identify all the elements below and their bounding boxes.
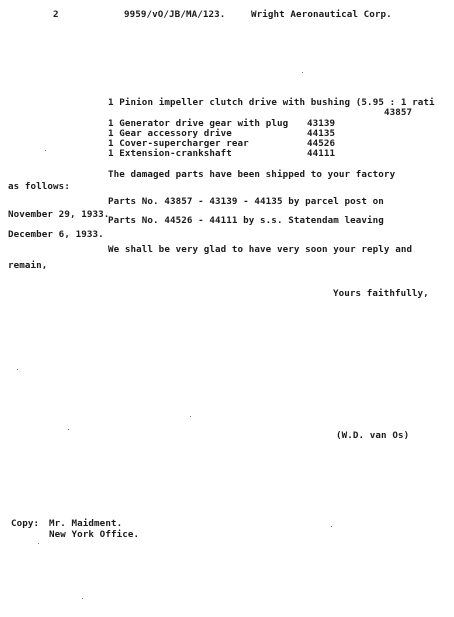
part-description: Extension-crankshaft [119,148,232,159]
parts-list-item [108,148,232,159]
part-number: 44526 [307,138,336,149]
scan-speck [302,72,303,73]
part-number: 43857 [384,107,413,118]
body-text: Parts No. 44526 - 44111 by s.s. Statendam leaving [108,215,384,226]
copy-office: New York Office. [49,529,140,540]
part-number: 44111 [307,148,336,159]
part-description: Cover-supercharger rear [119,138,249,149]
part-qty: 1 [108,97,114,108]
scan-speck [38,543,39,544]
page-number: 2 [53,9,59,20]
part-description: Generator drive gear with plug [119,118,289,129]
part-number: 44135 [307,128,336,139]
reference-number: 9959/vO/JB/MA/123. [124,9,226,20]
signatory-name: (W.D. van Os) [336,430,410,441]
body-text: remain, [8,260,48,271]
body-text: The damaged parts have been shipped to your factory [108,169,396,180]
scan-speck [68,429,69,430]
scan-speck [82,598,83,599]
body-text: Parts No. 43857 - 43139 - 44135 by parcel post on [108,196,384,207]
part-qty: 1 [108,138,114,149]
part-description: Gear accessory drive [119,128,232,139]
company-name: Wright Aeronautical Corp. [251,9,392,20]
body-text: December 6, 1933. [8,229,104,240]
body-text: as follows: [8,181,70,192]
part-number: 43139 [307,118,336,129]
part-qty: 1 [108,148,114,159]
part-qty: 1 [108,118,114,129]
copy-recipient: Mr. Maidment. [49,518,123,529]
body-text: November 29, 1933. [8,209,110,220]
part-qty: 1 [108,128,114,139]
scan-speck [331,526,332,527]
body-text: We shall be very glad to have very soon your reply and [108,244,413,255]
copy-label: Copy: [11,518,40,529]
salutation: Yours faithfully, [333,288,429,299]
scan-speck [190,416,191,417]
scan-speck [45,150,46,151]
scan-speck [17,369,18,370]
part-description: Pinion impeller clutch drive with bushing (5.95 : 1 rati [119,97,435,108]
